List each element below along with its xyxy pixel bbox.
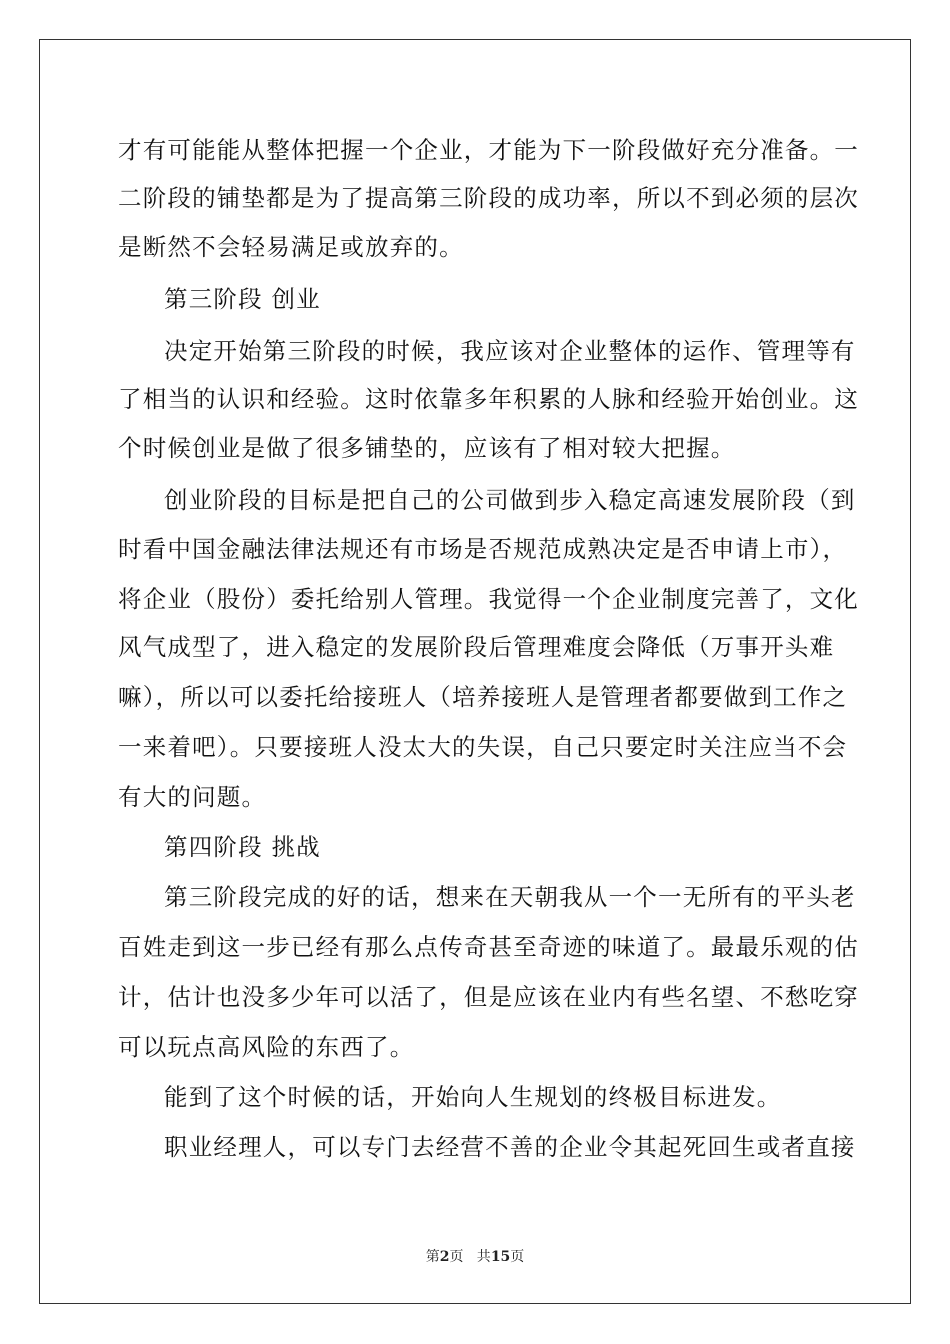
section-heading-stage-3: 第三阶段 创业 xyxy=(164,285,321,313)
text-line-20: 能到了这个时候的话，开始向人生规划的终极目标进发。 xyxy=(164,1083,782,1111)
section-heading-stage-4: 第四阶段 挑战 xyxy=(164,833,321,861)
text-line-13: 一来着吧）。只要接班人没太大的失误，自己只要定时关注应当不会 xyxy=(118,733,848,761)
footer-page-mid: 页 共 xyxy=(449,1249,491,1265)
text-line-3: 是断然不会轻易满足或放弃的。 xyxy=(118,233,464,261)
text-line-14: 有大的问题。 xyxy=(118,783,267,811)
footer-page-number: 2 xyxy=(439,1249,450,1265)
text-line-1: 才有可能能从整体把握一个企业，才能为下一阶段做好充分准备。一 xyxy=(118,136,859,164)
text-line-16: 第三阶段完成的好的话，想来在天朝我从一个一无所有的平头老 xyxy=(164,883,856,911)
text-line-2: 二阶段的铺垫都是为了提高第三阶段的成功率，所以不到必须的层次 xyxy=(118,184,859,212)
text-line-9: 时看中国金融法律法规还有市场是否规范成熟决定是否申请上市）， xyxy=(118,535,848,563)
footer-page-suffix: 页 xyxy=(510,1249,525,1265)
text-line-5: 决定开始第三阶段的时候，我应该对企业整体的运作、管理等有 xyxy=(164,337,856,365)
text-line-21: 职业经理人，可以专门去经营不善的企业令其起死回生或者直接 xyxy=(164,1133,856,1161)
page-border xyxy=(39,39,911,1304)
text-line-8: 创业阶段的目标是把自己的公司做到步入稳定高速发展阶段（到 xyxy=(164,486,856,514)
text-line-11: 风气成型了，进入稳定的发展阶段后管理难度会降低（万事开头难 xyxy=(118,633,835,661)
text-line-6: 了相当的认识和经验。这时依靠多年积累的人脉和经验开始创业。这 xyxy=(118,385,859,413)
text-line-17: 百姓走到这一步已经有那么点传奇甚至奇迹的味道了。最最乐观的估 xyxy=(118,933,859,961)
text-line-10: 将企业（股份）委托给别人管理。我觉得一个企业制度完善了，文化 xyxy=(118,585,859,613)
text-line-19: 可以玩点高风险的东西了。 xyxy=(118,1033,415,1061)
text-line-12: 嘛），所以可以委托给接班人（培养接班人是管理者都要做到工作之 xyxy=(118,683,848,711)
page-footer xyxy=(0,1246,950,1266)
footer-total-pages: 15 xyxy=(490,1249,511,1265)
text-line-18: 计，估计也没多少年可以活了，但是应该在业内有些名望、不愁吃穿 xyxy=(118,983,859,1011)
footer-page-prefix: 第 xyxy=(425,1249,440,1265)
text-line-7: 个时候创业是做了很多铺垫的，应该有了相对较大把握。 xyxy=(118,434,736,462)
